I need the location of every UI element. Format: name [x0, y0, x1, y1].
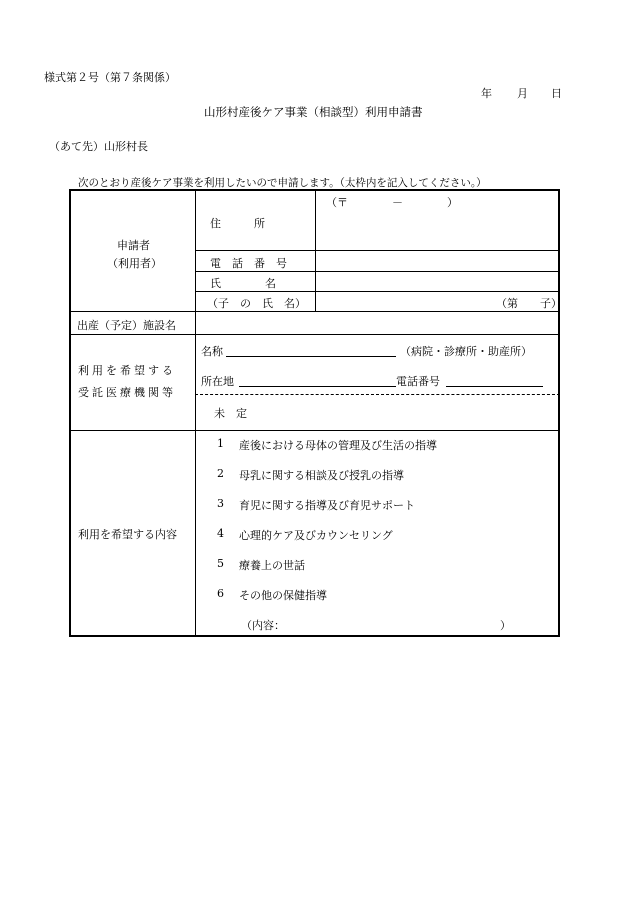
content-item-4-number: 4 — [217, 527, 224, 540]
addressee: （あて先）山形村長 — [49, 140, 148, 153]
institution-phone-label: 電話番号 — [396, 375, 440, 388]
form-number: 様式第２号（第７条関係） — [44, 71, 176, 84]
institution-phone-field[interactable] — [446, 386, 543, 387]
content-item-2[interactable]: 母乳に関する相談及び授乳の指導 — [239, 469, 404, 482]
institution-type-note: （病院・診療所・助産所） — [400, 345, 532, 358]
other-content-field[interactable] — [284, 615, 496, 633]
phone-field[interactable] — [316, 251, 560, 271]
address-field[interactable] — [316, 191, 560, 250]
date-month-label: 月 — [517, 87, 528, 100]
child-order-field[interactable]: （第 子） — [496, 297, 562, 310]
address-label: 住 所 — [210, 217, 265, 230]
content-item-3-number: 3 — [217, 497, 224, 510]
applicant-sublabel: （利用者） — [107, 257, 162, 270]
desired-content-label: 利用を希望する内容 — [78, 528, 177, 541]
intro-text: 次のとおり産後ケア事業を利用したいので申請します。（太枠内を記入してください。） — [78, 177, 487, 189]
date-day-label: 日 — [551, 87, 562, 100]
date-year-label: 年 — [481, 87, 492, 100]
content-item-2-number: 2 — [217, 467, 224, 480]
postal-code-field[interactable]: （〒 － ） — [326, 196, 458, 209]
institution-undecided-option[interactable]: 未 定 — [214, 407, 247, 420]
content-item-1-number: 1 — [217, 437, 224, 450]
content-item-3[interactable]: 育児に関する指導及び育児サポート — [239, 499, 415, 512]
content-item-1[interactable]: 産後における母体の管理及び生活の指導 — [239, 439, 437, 452]
child-name-label: （子 の 氏 名） — [207, 297, 306, 310]
content-item-4[interactable]: 心理的ケア及びカウンセリング — [239, 529, 393, 542]
other-content-close: ） — [500, 619, 511, 632]
content-item-6-number: 6 — [217, 587, 224, 600]
institution-name-field[interactable] — [226, 356, 396, 357]
content-item-5[interactable]: 療養上の世話 — [239, 559, 305, 572]
content-item-5-number: 5 — [217, 557, 224, 570]
institution-label: 利用を希望する — [78, 364, 176, 377]
institution-location-field[interactable] — [239, 386, 396, 387]
applicant-label: 申請者 — [117, 239, 150, 252]
institution-sublabel: 受託医療機関等 — [78, 386, 176, 399]
phone-label: 電 話 番 号 — [210, 257, 287, 270]
institution-location-label: 所在地 — [201, 375, 234, 388]
application-form-table — [69, 189, 560, 637]
institution-name-label: 名称 — [201, 345, 223, 358]
document-title: 山形村産後ケア事業（相談型）利用申請書 — [204, 105, 423, 119]
birth-facility-label: 出産（予定）施設名 — [77, 319, 176, 332]
birth-facility-field[interactable] — [196, 312, 560, 334]
name-label: 氏 名 — [210, 277, 276, 290]
name-field[interactable] — [316, 272, 560, 291]
other-content-label: （内容： — [241, 619, 285, 632]
content-item-6[interactable]: その他の保健指導 — [239, 589, 327, 602]
